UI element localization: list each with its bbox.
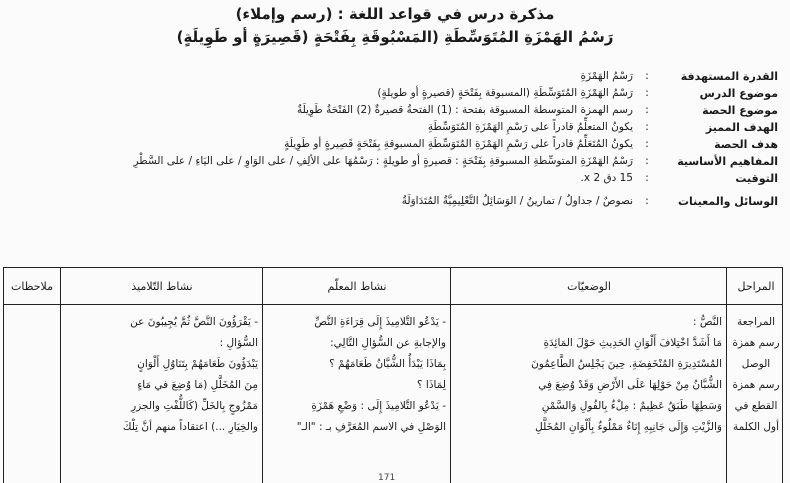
stage-line: المراجعة: [736, 316, 776, 328]
page-subtitle: رَسْمُ الهَمْزَةِ المُتَوَسِّطَةِ (المَسْبُوقَةِ بِفَتْحَةٍ (قَصِيرَةٍ أو طَوِيلَةٍ): [176, 28, 614, 46]
teacher-cell: [266, 312, 446, 438]
info-label: القدرة المستهدفة: [680, 70, 778, 83]
info-row: [8, 172, 778, 189]
text-line: يَبْدَؤُونَ طَعَامَهُمْ بِتَنَاوُلِ أَلْوَانٍ: [137, 358, 258, 370]
info-label: الوسائل والمعينات: [677, 195, 778, 208]
info-colon: :: [645, 155, 649, 167]
text-line: السُّؤالِ :: [219, 337, 258, 349]
students-cell: [64, 312, 258, 438]
info-label: المفاهيم الأساسية: [677, 155, 778, 168]
stage-line: القطع في: [734, 400, 778, 412]
text-line: الوَصْلِ في الاسم المُعَرَّفِ بـ : "الـ": [296, 421, 446, 433]
text-line: والإجابةِ عن السُّؤالِ التَّالِي:: [330, 337, 446, 349]
info-value: رَسْمُ الهَمْزَةِ المتوسِّطةِ المسبوقةِ بِفَتْحَةٍ : قصيرةٍ أو طويلةٍ : رَسْمُهَا على الألِفِ / على الوَاوِ / على اليَاءِ / على السَّطْرِ: [133, 155, 633, 167]
info-row: [8, 121, 778, 138]
text-line: لِمَاذَا ؟: [417, 379, 446, 391]
lesson-info: [8, 70, 778, 213]
info-value: نصوصٌ / جداولُ / تمارينُ / الوَسَائِلُ التَّعْلِيمِيَّةُ المُتَدَاوَلَةُ: [401, 195, 633, 207]
info-label: الهدف المميز: [705, 121, 778, 134]
stages-cell: [728, 312, 784, 438]
text-line: النَّصُّ :: [692, 316, 722, 328]
page-number: 171: [378, 473, 396, 483]
info-label: موضوع الحصة: [702, 104, 778, 117]
column-divider: [262, 268, 263, 483]
text-line: بِمَاذَا يَبْدَأُ الشُّبَّانُ طَعَامَهُمْ ؟: [329, 358, 446, 370]
situations-cell: [456, 312, 722, 438]
info-row: [8, 155, 778, 172]
text-line: - يَدْعُو التَّلامِيذَ إِلَى : وَضْعِ هَمْزَةِ: [311, 400, 446, 412]
info-value: رسم الهمزة المتوسطة المسبوقة بفتحة : (1) الفتحةُ قصيرةٌ (2) الفَتْحَةُ طَوِيلَةٌ: [296, 104, 633, 116]
info-label: التوقيت: [735, 172, 778, 185]
info-colon: :: [645, 70, 649, 82]
info-value: يكونُ المُتَعَلِّمُ قادراً على رَسْمِ الهَمْزَةِ المُتَوَسِّطَةِ المسبوقةِ بِفَتْحَةٍ قَصِيرةٍ أو طَوِيلَةٍ: [284, 138, 633, 150]
info-value: رَسْمُ الهَمْزَةِ: [580, 70, 633, 82]
info-label: هدف الحصة: [714, 138, 778, 151]
text-line: مِنَ المُخَلَّلِ (مَا وُضِعَ في مَاءٍ: [137, 379, 258, 391]
info-colon: :: [645, 87, 649, 99]
info-row: [8, 87, 778, 104]
text-line: - يَدْعُو التَّلامِيذَ إِلَى قِرَاءَةِ النَّصِّ: [314, 316, 446, 328]
column-divider: [450, 268, 451, 483]
page-title: مذكرة درس في قواعد اللغة : (رسم وإملاء): [235, 5, 555, 23]
stage-line: أول الكلمة: [732, 421, 780, 433]
info-value: رَسْمُ الهَمْزَةِ المُتَوَسِّطَةِ (المسبوقة بِفَتْحَةٍ (قصيرةٍ أو طويلةٍ): [377, 87, 633, 99]
column-divider: [60, 268, 61, 483]
info-colon: :: [645, 104, 649, 116]
info-row: [8, 104, 778, 121]
lesson-table: [3, 267, 783, 483]
text-line: والخِيَارِ ...) اعتقاداً منهم أنَّ تِلْكَ: [122, 421, 258, 433]
stage-line: الوصل: [741, 358, 771, 370]
header-notes: ملاحظات: [11, 280, 53, 293]
info-colon: :: [645, 172, 649, 184]
info-row: [8, 70, 778, 87]
header-teacher: نشاط المعلّم: [327, 280, 387, 293]
text-line: وَالزَّيْتِ وَإِلَى جَانِبِهِ إِنَاءٌ مَمْلُوءٌ بِأَلْوَانِ المُخَلَّلِ: [535, 421, 722, 433]
text-line: مَمْزُوجٍ بِالخَلِّ (كَاللُّفْتِ والجزرِ: [131, 400, 258, 412]
header-students: نشاط التّلاميذ: [131, 280, 193, 293]
info-colon: :: [645, 195, 649, 207]
header-stages: المراحل: [737, 280, 775, 293]
info-colon: :: [645, 138, 649, 150]
stage-line: رسم همزة: [732, 337, 780, 349]
text-line: الشُّبَّانُ مِنْ حَوْلِهَا عَلَى الأَرْضِ وَقَدْ وُضِعَ فِي: [538, 379, 722, 391]
info-label: موضوع الدرس: [699, 87, 778, 100]
stage-line: رسم همزة: [732, 379, 780, 391]
info-colon: :: [645, 121, 649, 133]
header-situations: الوضعيّات: [567, 280, 611, 293]
info-value: يكونُ المتعلِّمُ قادراً على رَسْمِ الهَمْزَةِ المُتَوَسِّطَةِ: [427, 121, 633, 133]
info-row: [8, 189, 778, 213]
column-divider: [726, 268, 727, 483]
info-value: 15 دق x 2.: [580, 172, 633, 184]
text-line: مَا أَشَدَّ اخْتِلافَ أَلْوَانِ الحَدِيثِ حَوْلَ المَائِدَةِ: [543, 337, 722, 349]
text-line: المُسْتَدِيرَةِ المُنْخَفِضَةِ. حِينَ يَجْلِسُ الطَّاعِمُونَ: [531, 358, 722, 370]
text-line: - يَقْرَؤُونَ النَّصَّ ثُمَّ يُجِيبُونَ عن: [130, 316, 258, 328]
text-line: وَسَطِهَا طَبَقٌ عَظِيمٌ : مِلْءٌ بِالفُولِ وَالسَّمْنِ: [541, 400, 722, 412]
info-row: [8, 138, 778, 155]
